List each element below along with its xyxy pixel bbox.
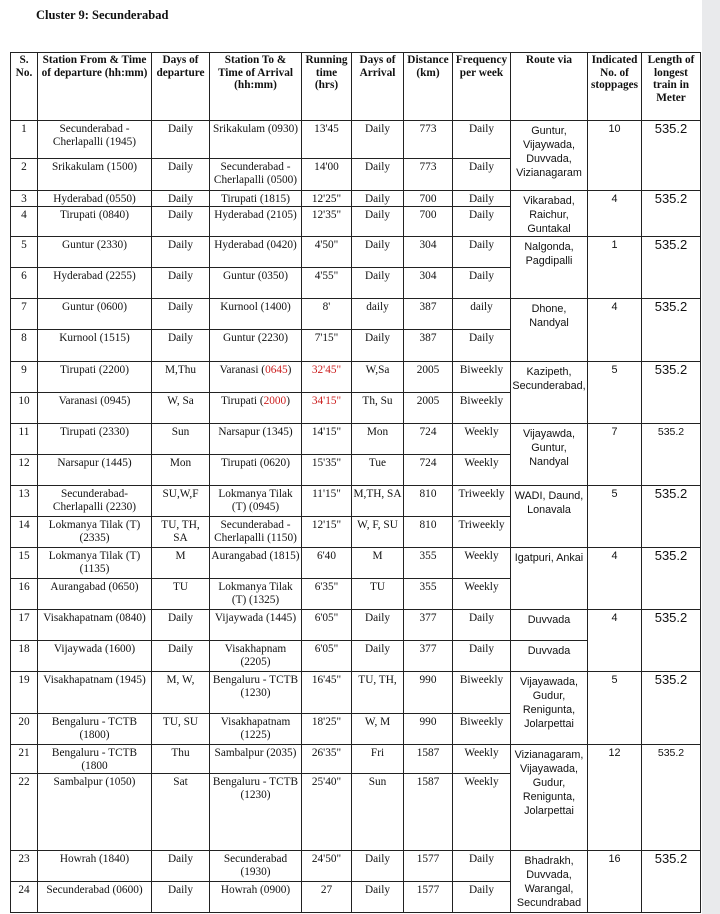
cell-frequency: Triweekly [453, 517, 511, 548]
cell-sno: 17 [11, 610, 38, 641]
cell-stoppages: 5 [588, 362, 642, 424]
cell-running-time: 34'15" [302, 393, 352, 424]
cell-frequency: Daily [453, 851, 511, 882]
cell-running-time: 27 [302, 882, 352, 913]
cell-days-arrival: Th, Su [352, 393, 404, 424]
cell-frequency: Daily [453, 268, 511, 299]
cluster-title: Cluster 9: Secunderabad [36, 8, 169, 22]
cell-frequency: Daily [453, 206, 511, 236]
cell-distance: 387 [404, 330, 453, 362]
cell-station-to: Secunderabad (1930) [210, 851, 302, 882]
cell-days-departure: Daily [152, 237, 210, 268]
cell-distance: 304 [404, 268, 453, 299]
header-station-from: Station From & Time of departure (hh:mm) [38, 53, 152, 121]
cell-running-time: 6'05" [302, 610, 352, 641]
cell-stoppages: 16 [588, 851, 642, 913]
cell-frequency: Biweekly [453, 362, 511, 393]
cell-station-to: Hyderabad (2105) [210, 206, 302, 236]
cell-distance: 355 [404, 579, 453, 610]
cell-station-from: Bengaluru - TCTB (1800 [38, 745, 152, 774]
cell-days-departure: Daily [152, 299, 210, 330]
cell-running-time: 12'35" [302, 206, 352, 236]
cell-station-from: Lokmanya Tilak (T) (2335) [38, 517, 152, 548]
cell-days-arrival: TU [352, 579, 404, 610]
cell-stoppages: 7 [588, 424, 642, 486]
cell-distance: 724 [404, 424, 453, 455]
cell-days-arrival: Mon [352, 424, 404, 455]
table-row [11, 610, 701, 641]
cell-station-to: Lokmanya Tilak (T) (1325) [210, 579, 302, 610]
cell-station-to: Tirupati (1815) [210, 191, 302, 207]
cell-days-arrival: Daily [352, 882, 404, 913]
cell-distance: 387 [404, 299, 453, 330]
cell-sno: 16 [11, 579, 38, 610]
cell-running-time: 18'25" [302, 714, 352, 745]
cell-days-arrival: W, F, SU [352, 517, 404, 548]
cell-frequency: Daily [453, 121, 511, 159]
cell-sno: 14 [11, 517, 38, 548]
cell-distance: 700 [404, 191, 453, 207]
cell-route: Igatpuri, Ankai [511, 548, 588, 610]
cell-sno: 22 [11, 774, 38, 851]
cell-days-arrival: Daily [352, 237, 404, 268]
cell-days-departure: Daily [152, 882, 210, 913]
cell-running-time: 4'55" [302, 268, 352, 299]
cell-frequency: Daily [453, 330, 511, 362]
cell-route: Kazipeth, Secunderabad, [511, 362, 588, 424]
cell-stoppages: 5 [588, 486, 642, 548]
table-row [11, 486, 701, 517]
table-row [11, 548, 701, 579]
cell-days-departure: TU, SU [152, 714, 210, 745]
table-row [11, 299, 701, 330]
cell-running-time: 4'50" [302, 237, 352, 268]
table-row [11, 121, 701, 159]
cell-station-to: Vijaywada (1445) [210, 610, 302, 641]
cell-stoppages: 4 [588, 191, 642, 237]
station-to-end: ) [286, 395, 290, 407]
header-days-arrival: Days of Arrival [352, 53, 404, 121]
cell-station-to: Aurangabad (1815) [210, 548, 302, 579]
header-route: Route via [511, 53, 588, 121]
cell-running-time: 26'35" [302, 745, 352, 774]
cell-sno: 6 [11, 268, 38, 299]
cell-station-from: Secunderabad (0600) [38, 882, 152, 913]
header-running-time: Running time (hrs) [302, 53, 352, 121]
page-margin-strip [702, 0, 720, 914]
cell-running-time: 12'15" [302, 517, 352, 548]
cell-days-arrival: Tue [352, 455, 404, 486]
cell-distance: 810 [404, 517, 453, 548]
cell-days-arrival: Daily [352, 191, 404, 207]
cell-distance: 304 [404, 237, 453, 268]
cell-length: 535.2 [642, 486, 701, 548]
cell-distance: 1577 [404, 851, 453, 882]
cell-station-from: Secunderabad- Cherlapalli (2230) [38, 486, 152, 517]
cell-distance: 377 [404, 641, 453, 672]
header-length: Length of longest train in Meter [642, 53, 701, 121]
cell-running-time: 11'15" [302, 486, 352, 517]
cell-days-departure: Daily [152, 206, 210, 236]
cell-days-arrival: TU, TH, [352, 672, 404, 714]
cell-station-to: Sambalpur (2035) [210, 745, 302, 774]
table-row [11, 672, 701, 714]
cell-route: Vizianagaram, Vijayawada, Gudur, Renigunta, Jolarpettai [511, 745, 588, 851]
table-row [11, 191, 701, 207]
cell-station-to: Secunderabad - Cherlapalli (0500) [210, 159, 302, 191]
cell-days-arrival: Daily [352, 268, 404, 299]
cell-days-arrival: M [352, 548, 404, 579]
cell-days-departure: TU [152, 579, 210, 610]
cell-route: Vijayawda, Guntur, Nandyal [511, 424, 588, 486]
cell-frequency: Weekly [453, 745, 511, 774]
cell-route: Guntur, Vijaywada, Duvvada, Vizianagaram [511, 121, 588, 191]
cell-stoppages: 5 [588, 672, 642, 745]
cell-sno: 11 [11, 424, 38, 455]
cell-running-time: 6'40 [302, 548, 352, 579]
cell-sno: 8 [11, 330, 38, 362]
cell-station-from: Narsapur (1445) [38, 455, 152, 486]
cell-length: 535.2 [642, 237, 701, 299]
cell-station-from: Hyderabad (0550) [38, 191, 152, 207]
cell-days-departure: Sat [152, 774, 210, 851]
cell-route: WADI, Daund, Lonavala [511, 486, 588, 548]
station-to-name: Varanasi ( [219, 364, 266, 376]
cell-frequency: Daily [453, 641, 511, 672]
cell-distance: 1587 [404, 774, 453, 851]
table-row [11, 745, 701, 774]
cell-distance: 355 [404, 548, 453, 579]
cell-station-from: Tirupati (2330) [38, 424, 152, 455]
header-station-to: Station To & Time of Arrival (hh:mm) [210, 53, 302, 121]
cell-days-departure: M, W, [152, 672, 210, 714]
cell-days-arrival: W,Sa [352, 362, 404, 393]
cell-running-time: 15'35" [302, 455, 352, 486]
cell-station-to: Srikakulam (0930) [210, 121, 302, 159]
cell-days-departure: M [152, 548, 210, 579]
cell-sno: 24 [11, 882, 38, 913]
cell-running-time: 25'40" [302, 774, 352, 851]
cell-sno: 5 [11, 237, 38, 268]
cell-stoppages: 1 [588, 237, 642, 299]
cell-sno: 12 [11, 455, 38, 486]
cell-length: 535.2 [642, 191, 701, 237]
cell-running-time: 7'15" [302, 330, 352, 362]
cell-sno: 4 [11, 206, 38, 236]
cell-station-from: Guntur (0600) [38, 299, 152, 330]
cell-station-from: Aurangabad (0650) [38, 579, 152, 610]
station-to-end: ) [287, 364, 292, 376]
header-stoppages: Indicated No. of stoppages [588, 53, 642, 121]
cell-distance: 773 [404, 159, 453, 191]
cell-running-time: 12'25" [302, 191, 352, 207]
header-frequency: Frequency per week [453, 53, 511, 121]
cell-distance: 377 [404, 610, 453, 641]
cell-length: 535.2 [642, 121, 701, 191]
cell-distance: 990 [404, 714, 453, 745]
cell-frequency: Biweekly [453, 714, 511, 745]
cell-station-from: Guntur (2330) [38, 237, 152, 268]
cell-days-departure: Daily [152, 330, 210, 362]
cell-days-arrival: Daily [352, 159, 404, 191]
cell-station-to: Bengaluru - TCTB (1230) [210, 774, 302, 851]
cell-days-departure: Sun [152, 424, 210, 455]
cell-frequency: Daily [453, 159, 511, 191]
train-schedule-table [10, 52, 701, 913]
cell-station-to [210, 393, 302, 424]
cell-days-departure: Daily [152, 610, 210, 641]
cell-length: 535.2 [642, 851, 701, 913]
cell-running-time: 14'15" [302, 424, 352, 455]
cell-frequency: Biweekly [453, 393, 511, 424]
cell-frequency: Triweekly [453, 486, 511, 517]
cell-length: 535.2 [642, 610, 701, 672]
cell-sno: 20 [11, 714, 38, 745]
cell-sno: 3 [11, 191, 38, 207]
cell-route: Vijayawada, Gudur, Renigunta, Jolarpettai [511, 672, 588, 745]
cell-station-from: Secunderabad - Cherlapalli (1945) [38, 121, 152, 159]
cell-station-to [210, 362, 302, 393]
cell-stoppages: 10 [588, 121, 642, 191]
cell-days-arrival: M,TH, SA [352, 486, 404, 517]
cell-frequency: Daily [453, 882, 511, 913]
cell-sno: 13 [11, 486, 38, 517]
cell-days-departure: Thu [152, 745, 210, 774]
cell-station-to: Secunderabad - Cherlapalli (1150) [210, 517, 302, 548]
header-sno: S. No. [11, 53, 38, 121]
table-row [11, 237, 701, 268]
cell-distance: 1587 [404, 745, 453, 774]
cell-frequency: Daily [453, 191, 511, 207]
cell-days-arrival: Daily [352, 206, 404, 236]
cell-days-arrival: Fri [352, 745, 404, 774]
cell-station-to: Hyderabad (0420) [210, 237, 302, 268]
cell-running-time: 8' [302, 299, 352, 330]
cell-route: Bhadrakh, Duvvada, Warangal, Secundrabad [511, 851, 588, 913]
cell-distance: 700 [404, 206, 453, 236]
cell-days-departure: M,Thu [152, 362, 210, 393]
cell-days-arrival: Daily [352, 330, 404, 362]
cell-sno: 9 [11, 362, 38, 393]
cell-station-to: Tirupati (0620) [210, 455, 302, 486]
cell-station-to: Narsapur (1345) [210, 424, 302, 455]
cell-route: Nalgonda, Pagdipalli [511, 237, 588, 299]
cell-days-departure: Daily [152, 268, 210, 299]
cell-length: 535.2 [642, 548, 701, 610]
cell-days-arrival: Daily [352, 610, 404, 641]
cell-days-departure: W, Sa [152, 393, 210, 424]
station-to-name: Tirupati ( [221, 395, 264, 407]
cell-station-from: Vijaywada (1600) [38, 641, 152, 672]
cell-running-time: 14'00 [302, 159, 352, 191]
cell-stoppages: 4 [588, 299, 642, 362]
cell-distance: 1577 [404, 882, 453, 913]
cell-sno: 1 [11, 121, 38, 159]
cell-days-arrival: Daily [352, 121, 404, 159]
cell-days-arrival: Daily [352, 851, 404, 882]
cell-route: Dhone, Nandyal [511, 299, 588, 362]
cell-route: Vikarabad, Raichur, Guntakal [511, 191, 588, 237]
cell-running-time: 32'45" [302, 362, 352, 393]
cell-route: Duvvada [511, 641, 588, 672]
cell-station-from: Visakhapatnam (1945) [38, 672, 152, 714]
cell-running-time: 16'45" [302, 672, 352, 714]
cell-days-departure: Mon [152, 455, 210, 486]
cell-days-departure: TU, TH, SA [152, 517, 210, 548]
cell-stoppages: 4 [588, 610, 642, 672]
cell-distance: 810 [404, 486, 453, 517]
cell-distance: 990 [404, 672, 453, 714]
cell-stoppages: 4 [588, 548, 642, 610]
cell-frequency: Biweekly [453, 672, 511, 714]
cell-sno: 19 [11, 672, 38, 714]
cell-station-to: Guntur (2230) [210, 330, 302, 362]
cell-sno: 21 [11, 745, 38, 774]
cell-station-from: Tirupati (2200) [38, 362, 152, 393]
station-to-time: 2000 [263, 395, 287, 407]
cell-days-departure: Daily [152, 851, 210, 882]
cell-sno: 15 [11, 548, 38, 579]
cell-frequency: Weekly [453, 424, 511, 455]
cell-frequency: Daily [453, 237, 511, 268]
cell-frequency: Daily [453, 610, 511, 641]
cell-frequency: Weekly [453, 774, 511, 851]
cell-station-to: Guntur (0350) [210, 268, 302, 299]
cell-frequency: Weekly [453, 548, 511, 579]
table-row [11, 362, 701, 393]
cell-frequency: Weekly [453, 455, 511, 486]
cell-station-from: Hyderabad (2255) [38, 268, 152, 299]
cell-stoppages: 12 [588, 745, 642, 851]
cell-distance: 724 [404, 455, 453, 486]
cell-running-time: 13'45 [302, 121, 352, 159]
cell-station-from: Lokmanya Tilak (T) (1135) [38, 548, 152, 579]
cell-running-time: 6'05" [302, 641, 352, 672]
cell-days-departure: Daily [152, 641, 210, 672]
cell-station-to: Kurnool (1400) [210, 299, 302, 330]
cell-distance: 2005 [404, 393, 453, 424]
cell-station-to: Howrah (0900) [210, 882, 302, 913]
cell-length: 535.2 [642, 672, 701, 745]
cell-length: 535.2 [642, 745, 701, 851]
cell-running-time: 6'35" [302, 579, 352, 610]
cell-days-departure: SU,W,F [152, 486, 210, 517]
cell-station-from: Tirupati (0840) [38, 206, 152, 236]
cell-sno: 2 [11, 159, 38, 191]
cell-length: 535.2 [642, 424, 701, 486]
header-distance: Distance (km) [404, 53, 453, 121]
cell-station-from: Sambalpur (1050) [38, 774, 152, 851]
cell-frequency: Weekly [453, 579, 511, 610]
cell-station-from: Kurnool (1515) [38, 330, 152, 362]
cell-station-to: Visakhapnam (2205) [210, 641, 302, 672]
cell-station-to: Lokmanya Tilak (T) (0945) [210, 486, 302, 517]
cell-length: 535.2 [642, 362, 701, 424]
cell-station-from: Howrah (1840) [38, 851, 152, 882]
cell-distance: 2005 [404, 362, 453, 393]
cell-station-from: Varanasi (0945) [38, 393, 152, 424]
cell-sno: 7 [11, 299, 38, 330]
cell-days-departure: Daily [152, 159, 210, 191]
cell-frequency: daily [453, 299, 511, 330]
station-to-time: 0645 [265, 364, 288, 376]
table-row [11, 424, 701, 455]
cell-station-to: Visakhapatnam (1225) [210, 714, 302, 745]
cell-route: Duvvada [511, 610, 588, 641]
header-days-departure: Days of departure [152, 53, 210, 121]
cell-days-arrival: daily [352, 299, 404, 330]
cell-length: 535.2 [642, 299, 701, 362]
cell-running-time: 24'50" [302, 851, 352, 882]
cell-sno: 23 [11, 851, 38, 882]
table-row [11, 851, 701, 882]
cell-distance: 773 [404, 121, 453, 159]
cell-station-from: Visakhapatnam (0840) [38, 610, 152, 641]
cell-days-arrival: Daily [352, 641, 404, 672]
cell-sno: 10 [11, 393, 38, 424]
cell-sno: 18 [11, 641, 38, 672]
cell-days-arrival: Sun [352, 774, 404, 851]
cell-days-arrival: W, M [352, 714, 404, 745]
cell-station-from: Bengaluru - TCTB (1800) [38, 714, 152, 745]
cell-station-to: Bengaluru - TCTB (1230) [210, 672, 302, 714]
cell-days-departure: Daily [152, 191, 210, 207]
cell-days-departure: Daily [152, 121, 210, 159]
cell-station-from: Srikakulam (1500) [38, 159, 152, 191]
